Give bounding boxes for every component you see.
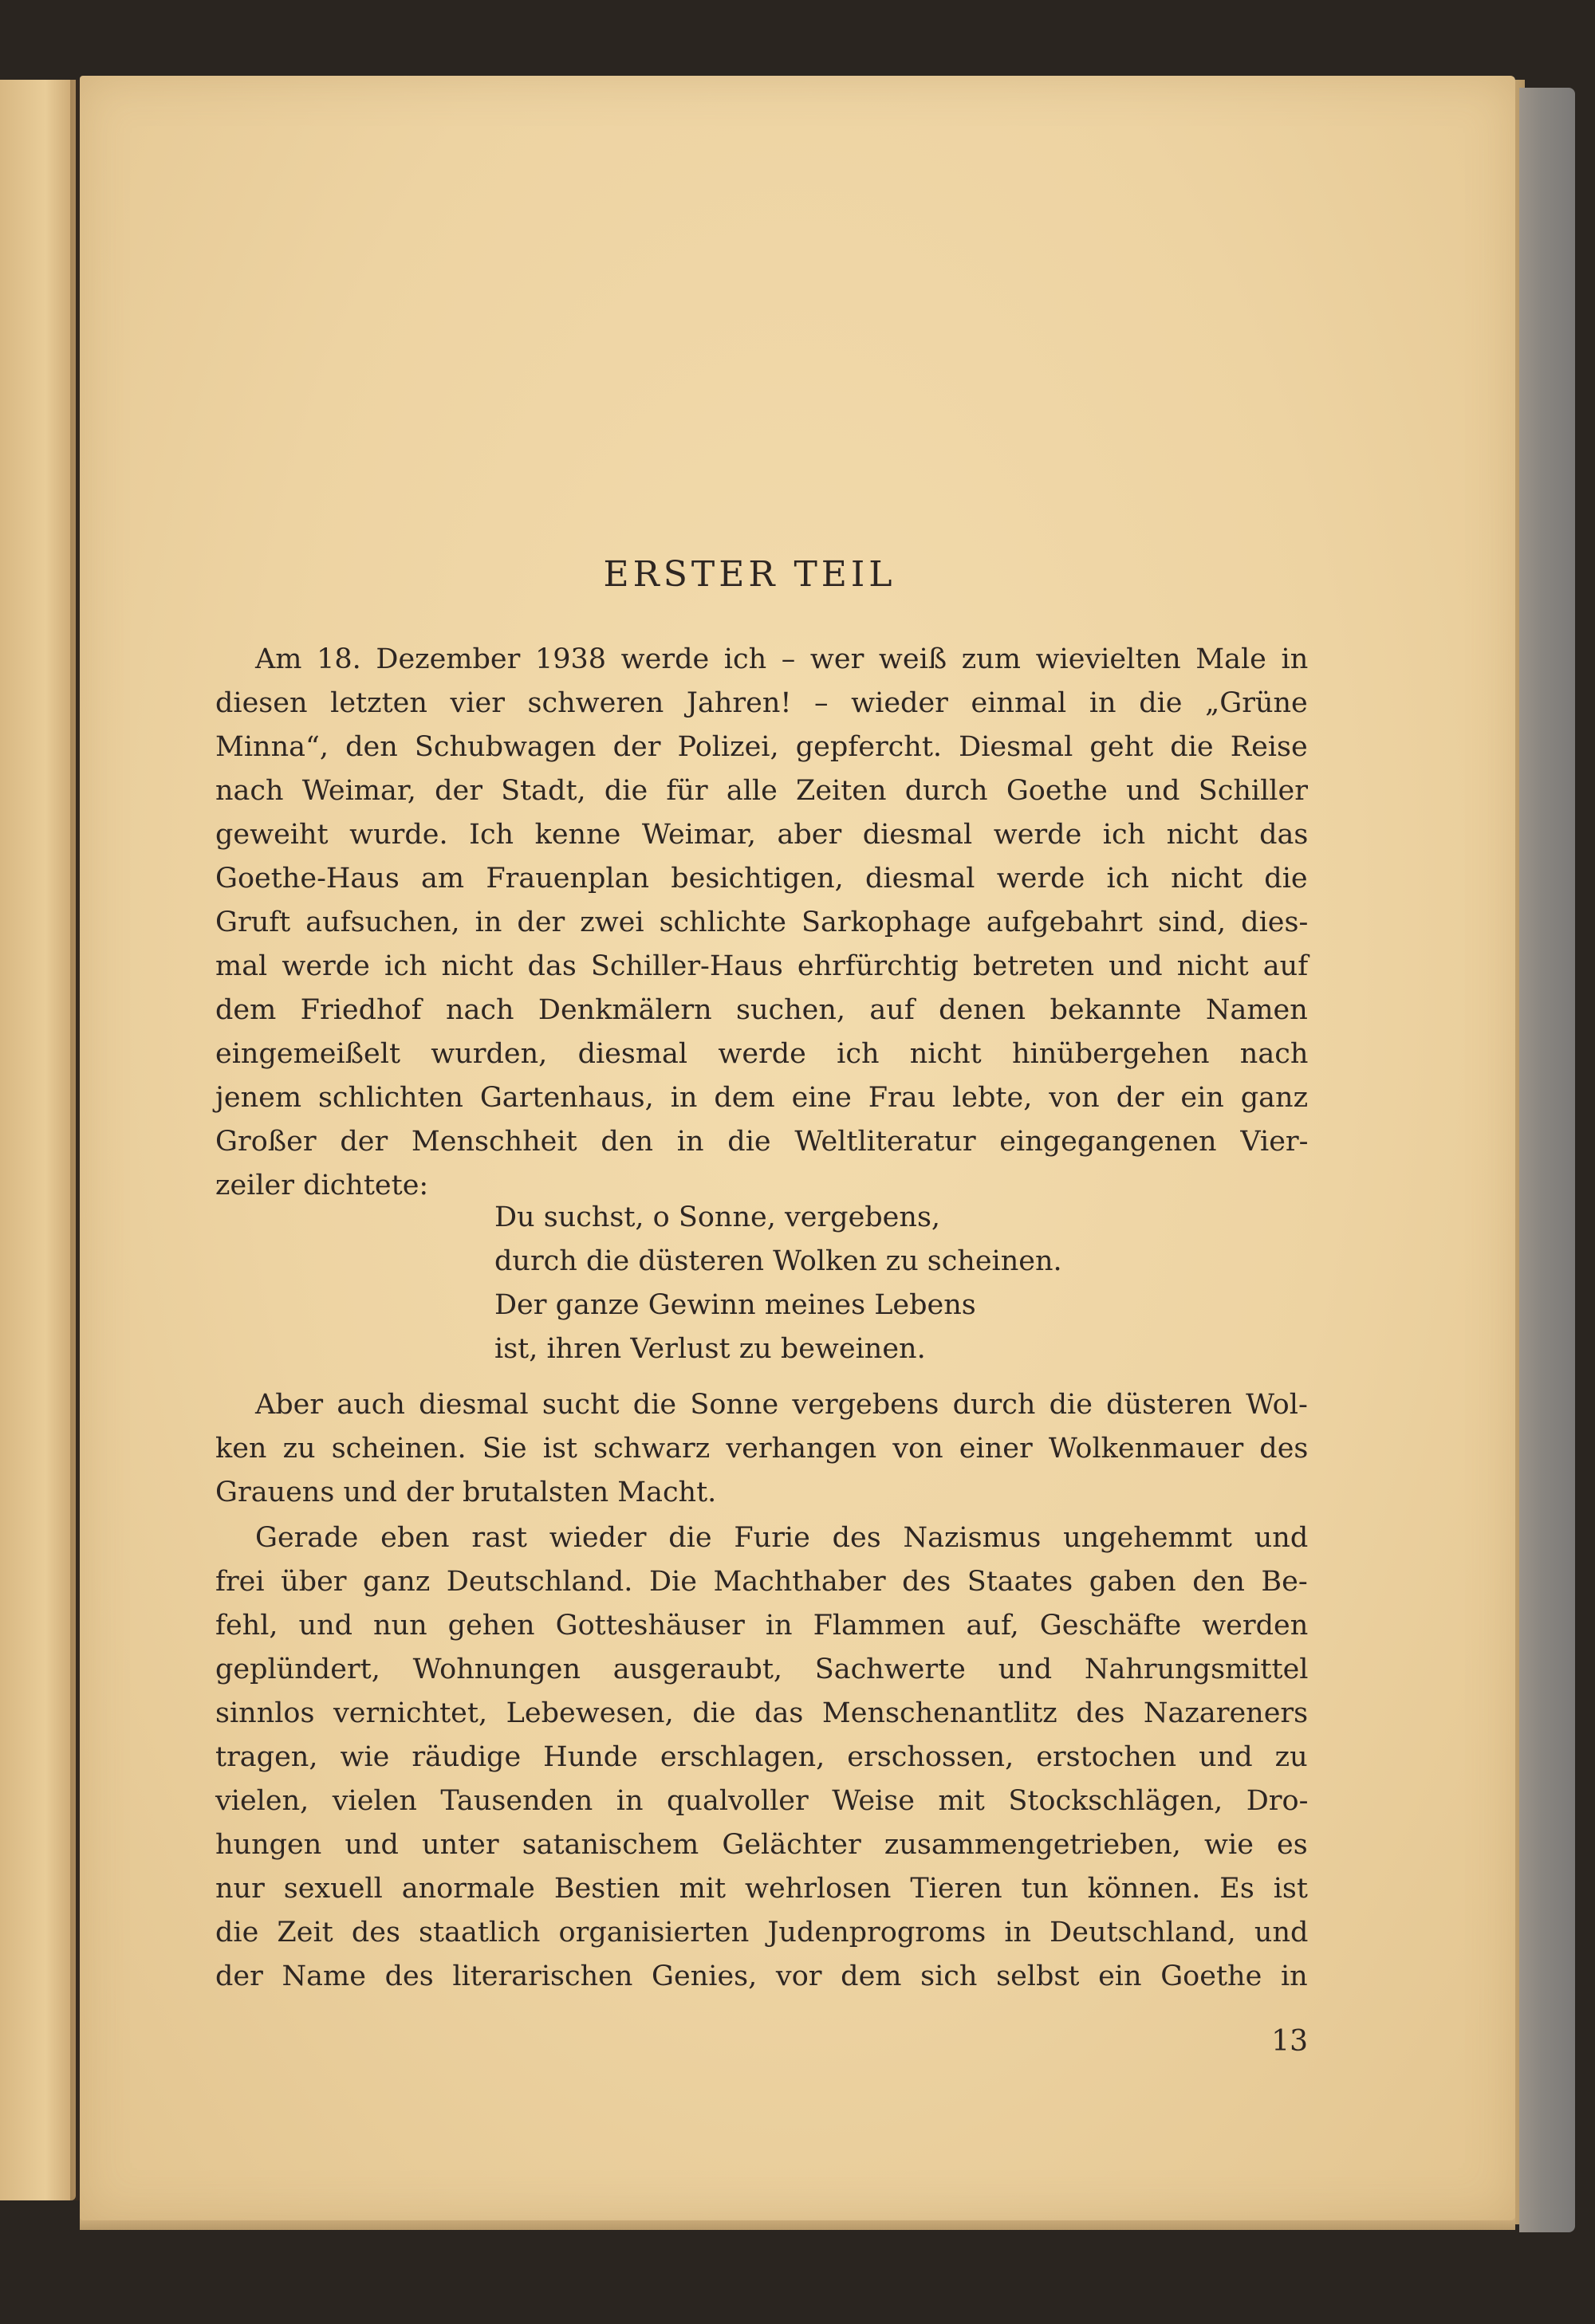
paragraph-3 (215, 1516, 1308, 1999)
chapter-heading: ERSTER TEIL (603, 554, 896, 595)
poem-line: Der ganze Gewinn meines Lebens (494, 1289, 976, 1321)
page-number: 13 (1271, 2025, 1308, 2058)
paragraph-2 (215, 1383, 1308, 1515)
facing-page-edge (0, 80, 76, 2200)
text-line: Minna“, den Schubwagen der Polizei, gepfercht. Diesmal geht die Reise (215, 731, 1308, 763)
text-line: Grauens und der brutalsten Macht. (215, 1477, 717, 1508)
text-line: Goethe-Haus am Frauenplan besichtigen, diesmal werde ich nicht die (215, 863, 1308, 895)
book-cover-edge (1519, 88, 1575, 2232)
poem-line: Du suchst, o Sonne, vergebens, (494, 1201, 941, 1233)
poem-line: durch die düsteren Wolken zu scheinen. (494, 1245, 1062, 1277)
text-line: eingemeißelt wurden, diesmal werde ich nicht hinübergehen nach (215, 1038, 1309, 1070)
text-line: fehl, und nun gehen Gotteshäuser in Flammen auf, Geschäfte werden (215, 1610, 1309, 1642)
poem-quote (494, 1196, 1062, 1371)
text-line: die Zeit des staatlich organisierten Judenprogroms in Deutschland, und (215, 1917, 1309, 1948)
text-line: der Name des literarischen Genies, vor dem sich selbst ein Goethe in (215, 1960, 1308, 1992)
text-line: Am 18. Dezember 1938 werde ich – wer weiß zum wievielten Male in (255, 643, 1309, 675)
text-line: nur sexuell anormale Bestien mit wehrlosen Tieren tun können. Es ist (215, 1873, 1308, 1905)
text-line: hungen und unter satanischem Gelächter zusammengetrieben, wie es (215, 1829, 1308, 1861)
poem-line: ist, ihren Verlust zu beweinen. (494, 1333, 926, 1365)
text-line: Gruft aufsuchen, in der zwei schlichte Sarkophage aufgebahrt sind, dies- (215, 906, 1309, 938)
text-line: sinnlos vernichtet, Lebewesen, die das Menschenantlitz des Nazareners (215, 1697, 1309, 1729)
text-line: mal werde ich nicht das Schiller-Haus ehrfürchtig betreten und nicht auf (215, 950, 1309, 982)
text-line: geweiht wurde. Ich kenne Weimar, aber diesmal werde ich nicht das (215, 819, 1309, 851)
text-line: frei über ganz Deutschland. Die Machthaber des Staates gaben den Be- (215, 1566, 1308, 1598)
text-line: dem Friedhof nach Denkmälern suchen, auf denen bekannte Namen (215, 994, 1308, 1026)
text-line: tragen, wie räudige Hunde erschlagen, erschossen, erstochen und zu (215, 1741, 1308, 1773)
text-line: jenem schlichten Gartenhaus, in dem eine Frau lebte, von der ein ganz (215, 1082, 1309, 1114)
text-line: vielen, vielen Tausenden in qualvoller Weise mit Stockschlägen, Dro- (215, 1785, 1309, 1817)
text-line: diesen letzten vier schweren Jahren! – wieder einmal in die „Grüne (215, 687, 1308, 719)
text-line: Aber auch diesmal sucht die Sonne vergebens durch die düsteren Wol- (255, 1389, 1308, 1421)
text-line: Großer der Menschheit den in die Weltliteratur eingegangenen Vier- (215, 1126, 1309, 1158)
text-line: geplündert, Wohnungen ausgeraubt, Sachwerte und Nahrungsmittel (215, 1654, 1309, 1685)
paragraph-1 (215, 638, 1308, 1208)
text-line: nach Weimar, der Stadt, die für alle Zeiten durch Goethe und Schiller (215, 775, 1308, 807)
text-line: ken zu scheinen. Sie ist schwarz verhangen von einer Wolkenmauer des (215, 1433, 1309, 1465)
text-line: Gerade eben rast wieder die Furie des Nazismus ungehemmt und (255, 1522, 1309, 1554)
text-line: zeiler dichtete: (215, 1170, 429, 1201)
